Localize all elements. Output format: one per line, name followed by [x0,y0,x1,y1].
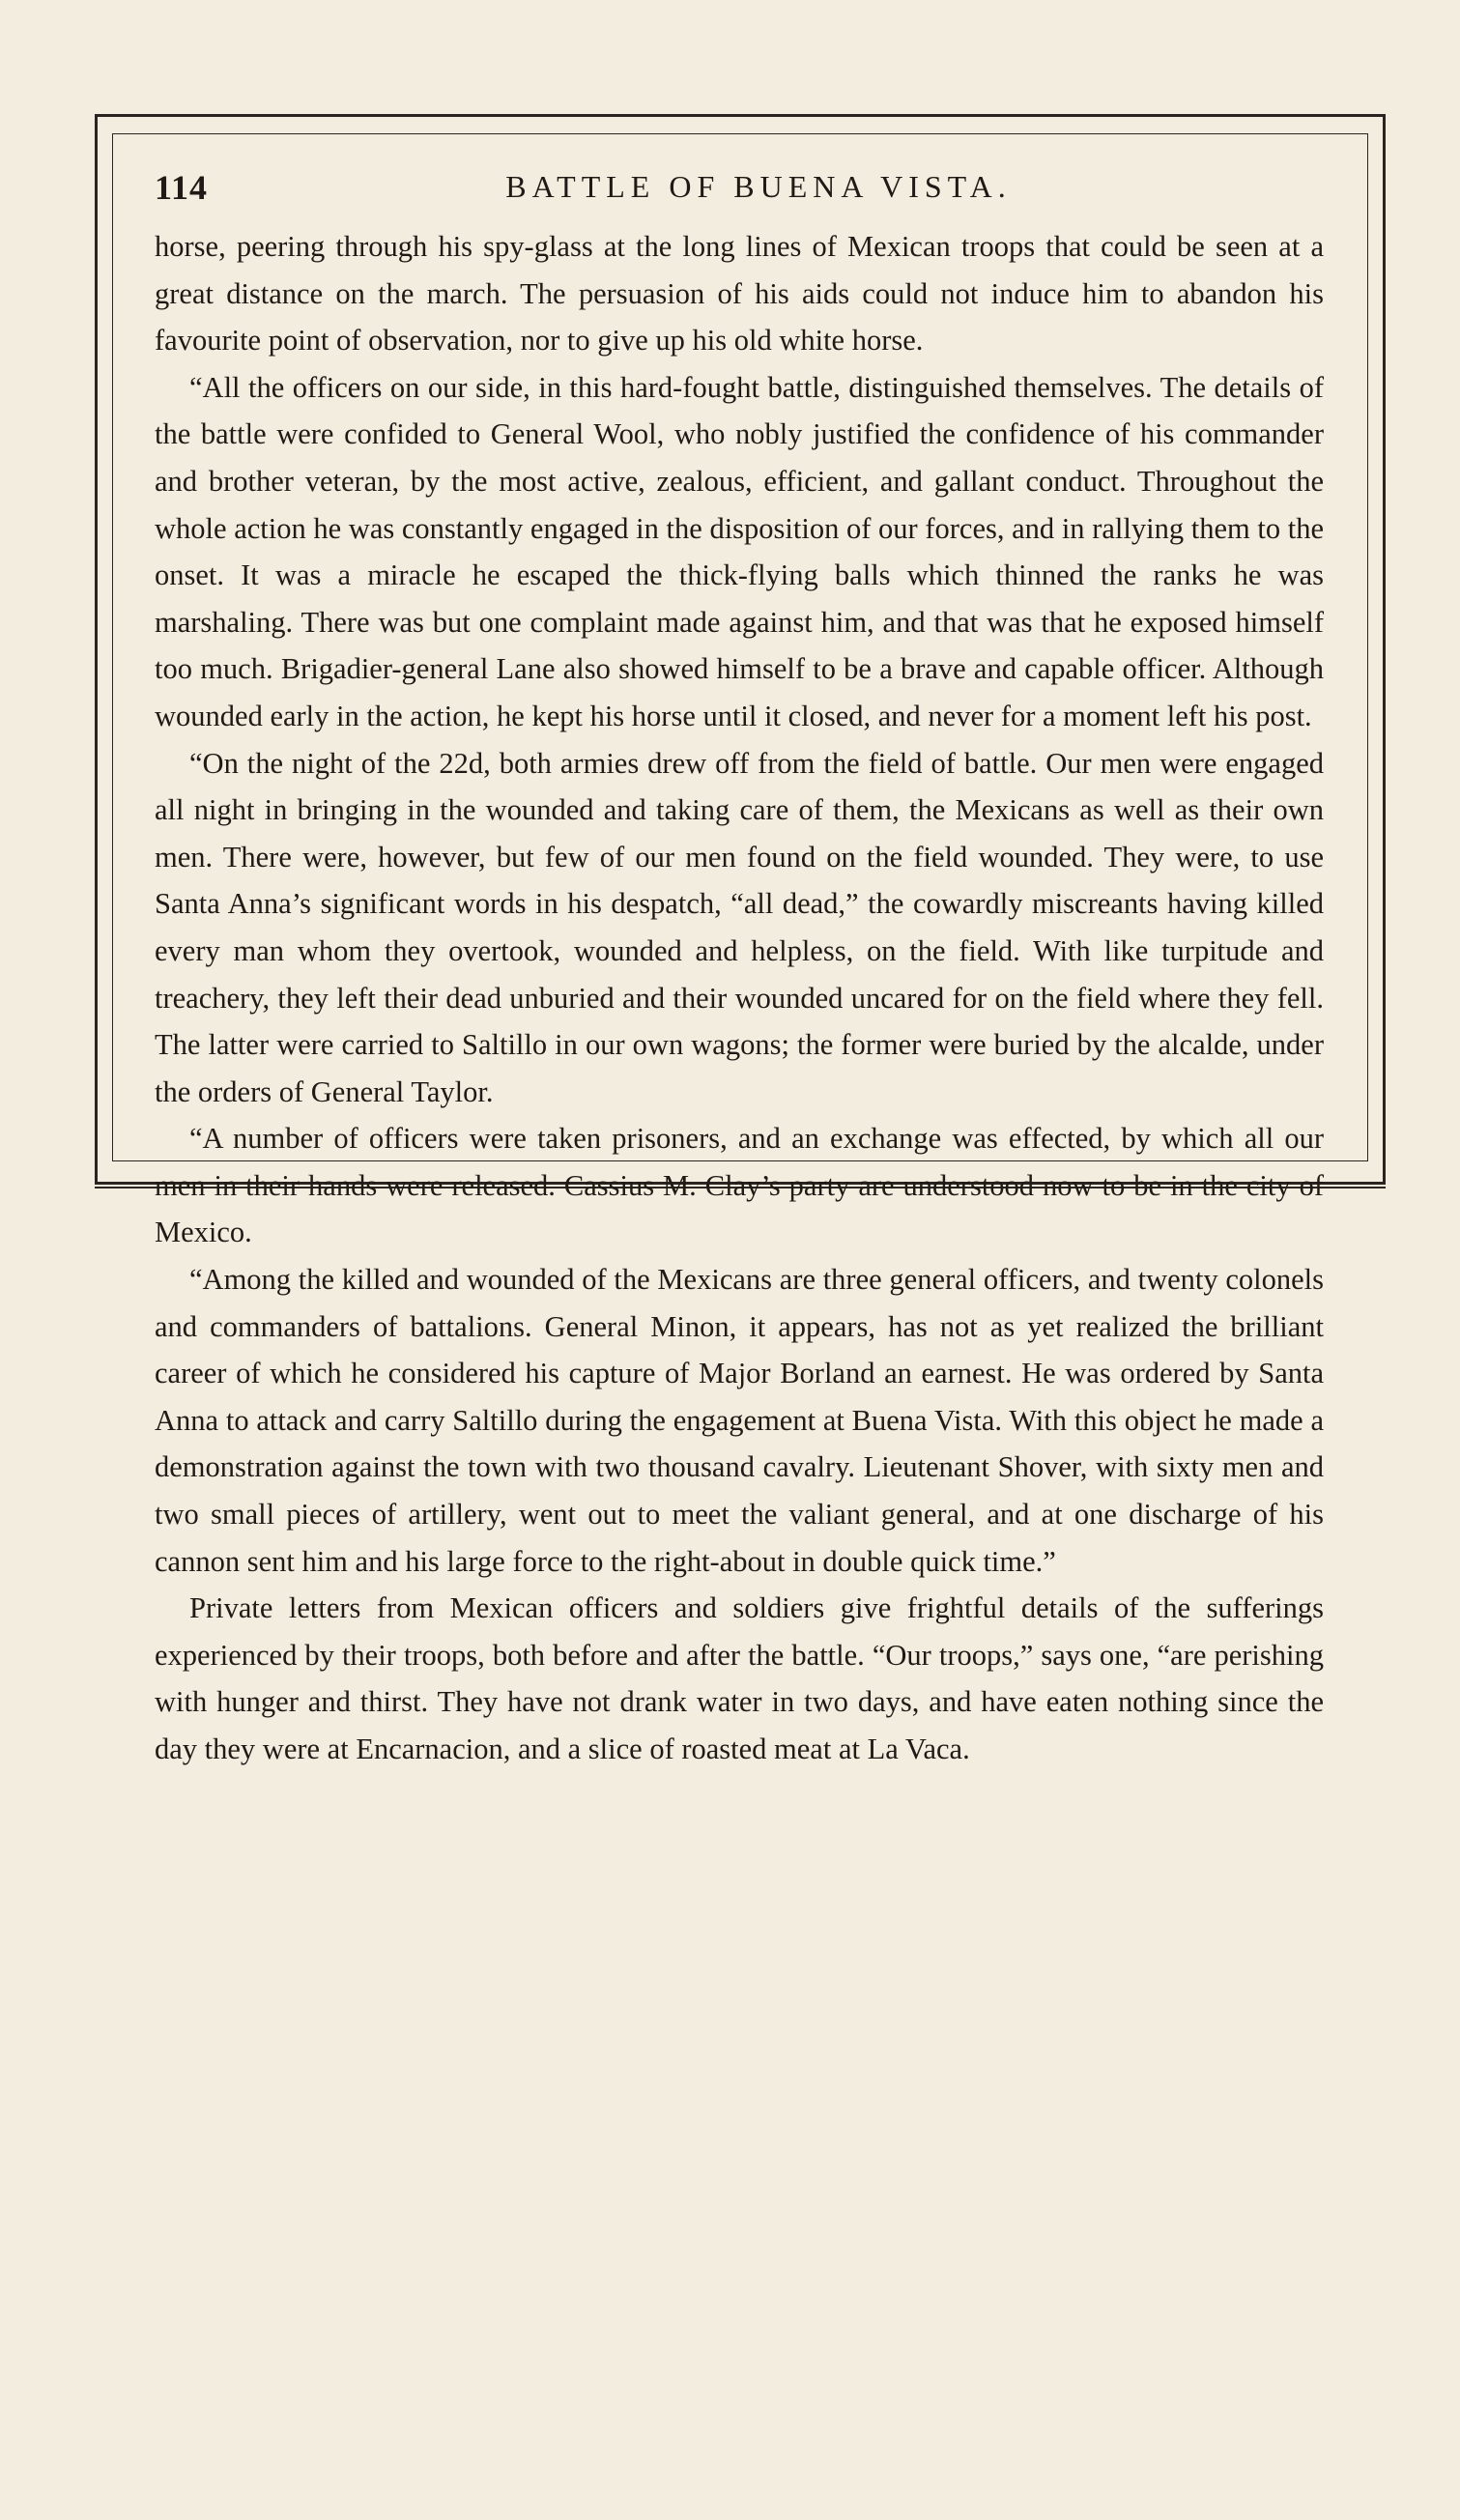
paragraph: Private letters from Mexican officers and soldiers give frightful details of the sufferings experienced by their troops, both before and after the battle. “Our troops,” says one, “are perishing with hunger and thirst. They have not drank water in two days, and have eaten nothing since the day they were at Encarnacion, and a slice of roasted meat at La Vaca. [155,1591,1324,1765]
paragraph: “Among the killed and wounded of the Mexicans are three general officers, and twenty colonels and commanders of battalions. General Minon, it appears, has not as yet realized the brilliant career of which he considered his capture of Major Borland an earnest. He was ordered by Santa Anna to attack and carry Saltillo during the engagement at Buena Vista. With this object he made a demonstration against the town with two thousand cavalry. Lieutenant Shover, with sixty men and two small pieces of artillery, went out to meet the valiant general, and at one discharge of his cannon sent him and his large force to the right-about in double quick time.” [155,1263,1324,1578]
running-title: BATTLE OF BUENA VISTA. [505,169,1012,204]
paragraph: “All the officers on our side, in this hard-fought battle, distinguished themselves. The details of the battle were confided to General Wool, who nobly justified the confidence of his commander and brother veteran, by the most active, zealous, efficient, and gallant conduct. Throughout the whole action he was constantly engaged in the disposition of our forces, and in rallying them to the onset. It was a miracle he escaped the thick-flying balls which thinned the ranks he was marshaling. There was but one complaint made against him, and that was that he exposed himself too much. Brigadier-general Lane also showed himself to be a brave and capable officer. Although wounded early in the action, he kept his horse until it closed, and never for a moment left his post. [155,370,1324,732]
paragraph: “A number of officers were taken prisoners, and an exchange was effected, by which all our men in their hands were released. Cassius M. Clay’s party are understood now to be in the city of Mexico. [155,1122,1324,1249]
running-head [155,159,1324,219]
paragraph: “On the night of the 22d, both armies drew off from the field of battle. Our men were engaged all night in bringing in the wounded and taking care of them, the Mexicans as well as their own men. There were, however, but few of our men found on the field wounded. They were, to use Santa Anna’s significant words in his despatch, “all dead,” the cowardly miscreants having killed every man whom they overtook, wounded and helpless, on the field. With like turpitude and treachery, they left their dead unburied and their wounded uncared for on the field where they fell. The latter were carried to Saltillo in our own wagons; the former were buried by the alcalde, under the orders of General Taylor. [155,746,1324,1108]
page-content [155,159,1324,1773]
paragraph: horse, peering through his spy-glass at the long lines of Mexican troops that could be seen at a great distance on the march. The persuasion of his aids could not induce him to abandon his favourite point of observation, nor to give up his old white horse. [155,230,1324,358]
page-number: 114 [155,168,209,207]
body-text [155,223,1324,1773]
